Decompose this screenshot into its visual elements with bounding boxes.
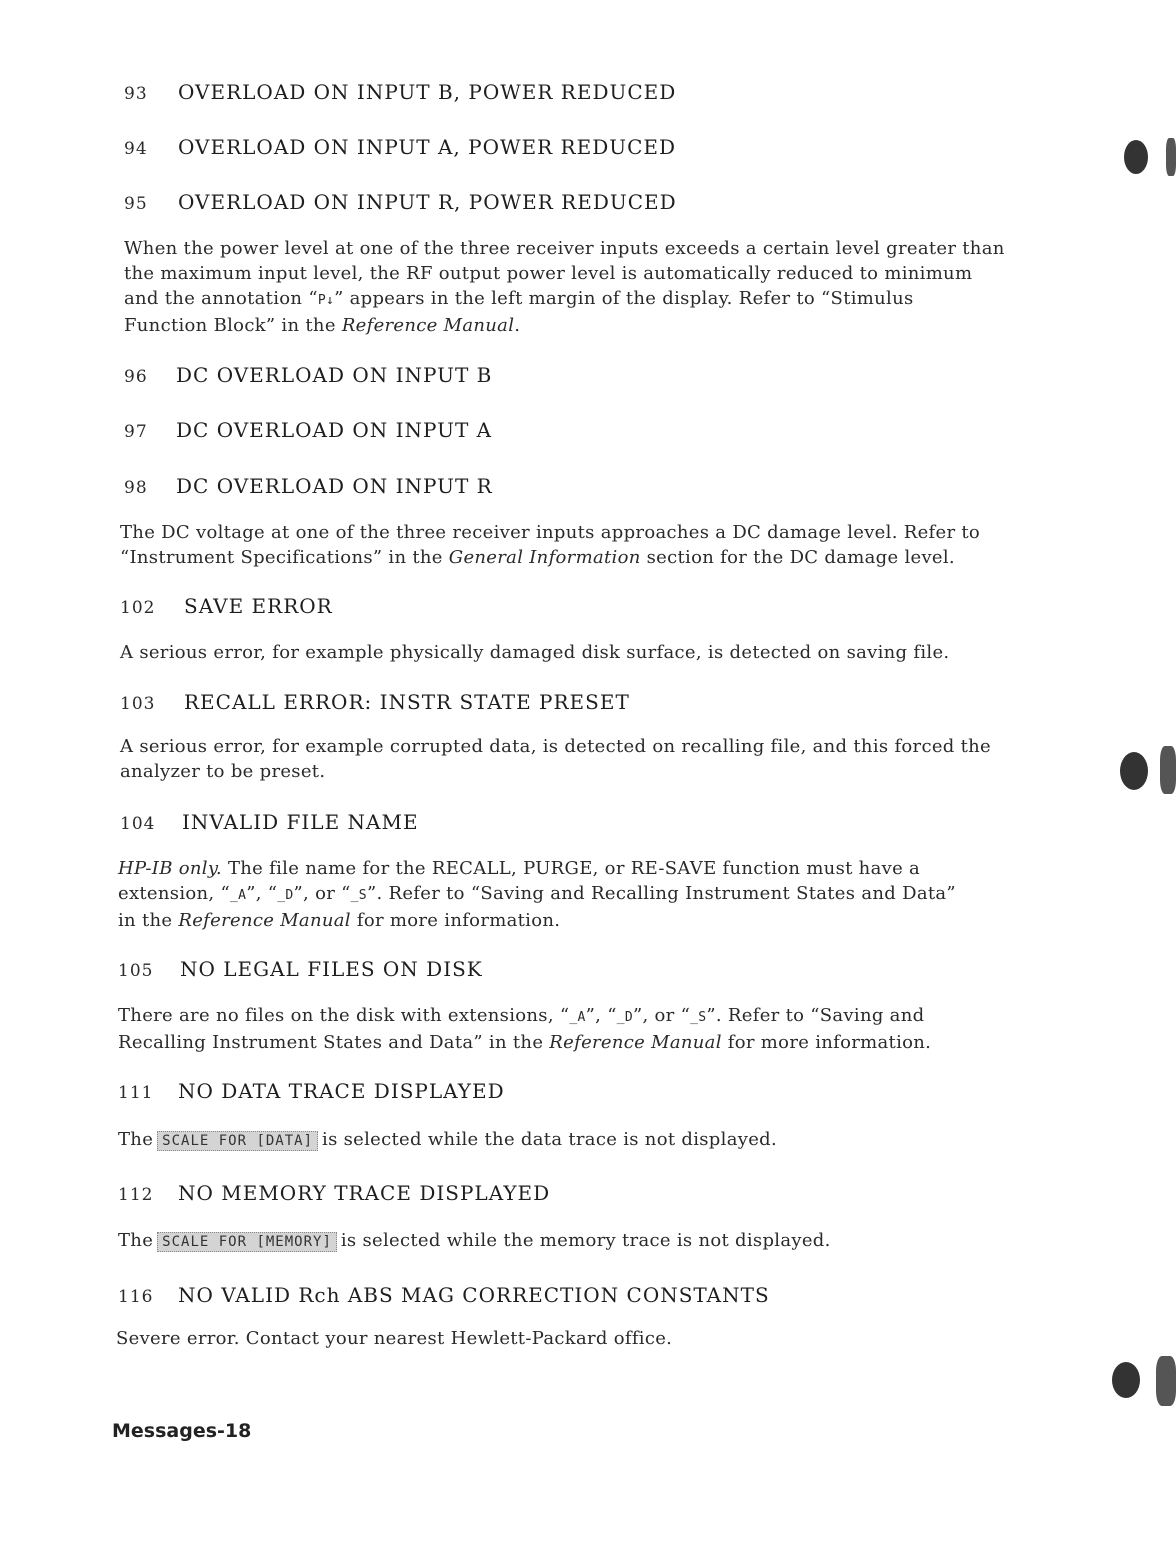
- message-heading-96: [124, 363, 492, 387]
- message-number: 93: [124, 84, 148, 104]
- save-error-description: [120, 640, 1020, 665]
- message-number: 111: [118, 1083, 154, 1103]
- text-line: in the Reference Manual for more information.: [118, 910, 561, 931]
- no-memory-trace-description: [118, 1228, 1018, 1253]
- message-title: DC OVERLOAD ON INPUT A: [176, 418, 493, 442]
- annotation-code: P↓: [317, 293, 335, 308]
- softkey-scale-for-data: SCALE FOR [DATA]: [157, 1131, 318, 1151]
- dc-overload-description: [120, 520, 1020, 570]
- message-title: NO LEGAL FILES ON DISK: [180, 957, 483, 981]
- message-heading-112: [118, 1181, 550, 1205]
- message-heading-116: [118, 1283, 770, 1307]
- message-number: 102: [120, 598, 156, 618]
- binder-hole-mark: [1166, 138, 1176, 176]
- message-number: 103: [120, 694, 156, 714]
- message-number: 105: [118, 961, 154, 981]
- message-title: INVALID FILE NAME: [182, 810, 419, 834]
- message-title: DC OVERLOAD ON INPUT B: [176, 363, 493, 387]
- message-heading-111: [118, 1079, 505, 1103]
- text-line: analyzer to be preset.: [120, 761, 326, 782]
- message-title: NO MEMORY TRACE DISPLAYED: [178, 1181, 551, 1205]
- manual-reference: Reference Manual: [549, 1032, 722, 1053]
- message-number: 104: [120, 814, 156, 834]
- text-line: Recalling Instrument States and Data” in the Reference Manual for more information.: [118, 1032, 932, 1053]
- text-line: and the annotation “P↓” appears in the left margin of the display. Refer to “Stimulus: [124, 288, 914, 309]
- text-line: There are no files on the disk with extensions, “_A”, “_D”, or “_S”. Refer to “Saving and: [118, 1005, 925, 1026]
- page-footer: Messages-18: [112, 1420, 252, 1442]
- manual-reference: General Information: [448, 547, 641, 568]
- text-line: the maximum input level, the RF output power level is automatically reduced to minimum: [124, 263, 973, 284]
- message-number: 95: [124, 194, 148, 214]
- text-line: “Instrument Specifications” in the General Information section for the DC damage level.: [120, 547, 955, 568]
- message-title: SAVE ERROR: [184, 594, 333, 618]
- binder-hole-mark: [1156, 1356, 1176, 1406]
- binder-hole-mark: [1112, 1362, 1140, 1398]
- message-heading-102: [120, 594, 333, 618]
- message-title: OVERLOAD ON INPUT B, POWER REDUCED: [178, 80, 677, 104]
- message-heading-103: [120, 690, 630, 714]
- text-line: The DC voltage at one of the three receiver inputs approaches a DC damage level. Refer to: [120, 522, 981, 543]
- message-number: 96: [124, 367, 148, 387]
- binder-hole-mark: [1124, 140, 1148, 174]
- text-line: When the power level at one of the three receiver inputs exceeds a certain level greater than: [124, 238, 1005, 259]
- recall-error-description: [120, 734, 1020, 784]
- text-line: extension, “_A”, “_D”, or “_S”. Refer to “Saving and Recalling Instrument States and Data”: [118, 883, 956, 904]
- hpib-only-note: HP-IB only.: [118, 858, 222, 879]
- manual-reference: Reference Manual: [178, 910, 351, 931]
- message-title: OVERLOAD ON INPUT R, POWER REDUCED: [178, 190, 677, 214]
- text-line: HP-IB only. The file name for the RECALL, PURGE, or RE-SAVE function must have a: [118, 858, 921, 879]
- softkey-scale-for-memory: SCALE FOR [MEMORY]: [157, 1232, 337, 1252]
- message-number: 94: [124, 139, 148, 159]
- message-heading-97: [124, 418, 492, 442]
- invalid-file-name-description: [118, 856, 1018, 933]
- message-heading-93: [124, 80, 676, 104]
- text-line: A serious error, for example physically damaged disk surface, is detected on saving file.: [120, 642, 950, 663]
- message-number: 98: [124, 478, 148, 498]
- message-number: 97: [124, 422, 148, 442]
- message-heading-94: [124, 135, 676, 159]
- overload-description: [124, 236, 1024, 338]
- text-line: The SCALE FOR [MEMORY] is selected while the memory trace is not displayed.: [118, 1230, 831, 1251]
- message-heading-98: [124, 474, 493, 498]
- severe-error-description: [116, 1326, 1016, 1351]
- message-title: DC OVERLOAD ON INPUT R: [176, 474, 493, 498]
- message-title: NO DATA TRACE DISPLAYED: [178, 1079, 505, 1103]
- message-title: OVERLOAD ON INPUT A, POWER REDUCED: [178, 135, 677, 159]
- message-title: NO VALID Rch ABS MAG CORRECTION CONSTANTS: [178, 1283, 770, 1307]
- message-heading-104: [120, 810, 419, 834]
- text-line: A serious error, for example corrupted data, is detected on recalling file, and this forced the: [120, 736, 992, 757]
- message-number: 112: [118, 1185, 154, 1205]
- text-line: Function Block” in the Reference Manual.: [124, 315, 521, 336]
- binder-hole-mark: [1120, 752, 1148, 790]
- message-title: RECALL ERROR: INSTR STATE PRESET: [184, 690, 630, 714]
- no-legal-files-description: [118, 1003, 1018, 1055]
- binder-hole-mark: [1160, 746, 1176, 794]
- text-line: Severe error. Contact your nearest Hewlett-Packard office.: [116, 1328, 673, 1349]
- message-heading-95: [124, 190, 677, 214]
- message-number: 116: [118, 1287, 154, 1307]
- manual-reference: Reference Manual: [341, 315, 515, 336]
- text-line: The SCALE FOR [DATA] is selected while the data trace is not displayed.: [118, 1129, 777, 1150]
- no-data-trace-description: [118, 1127, 1018, 1152]
- message-heading-105: [118, 957, 483, 981]
